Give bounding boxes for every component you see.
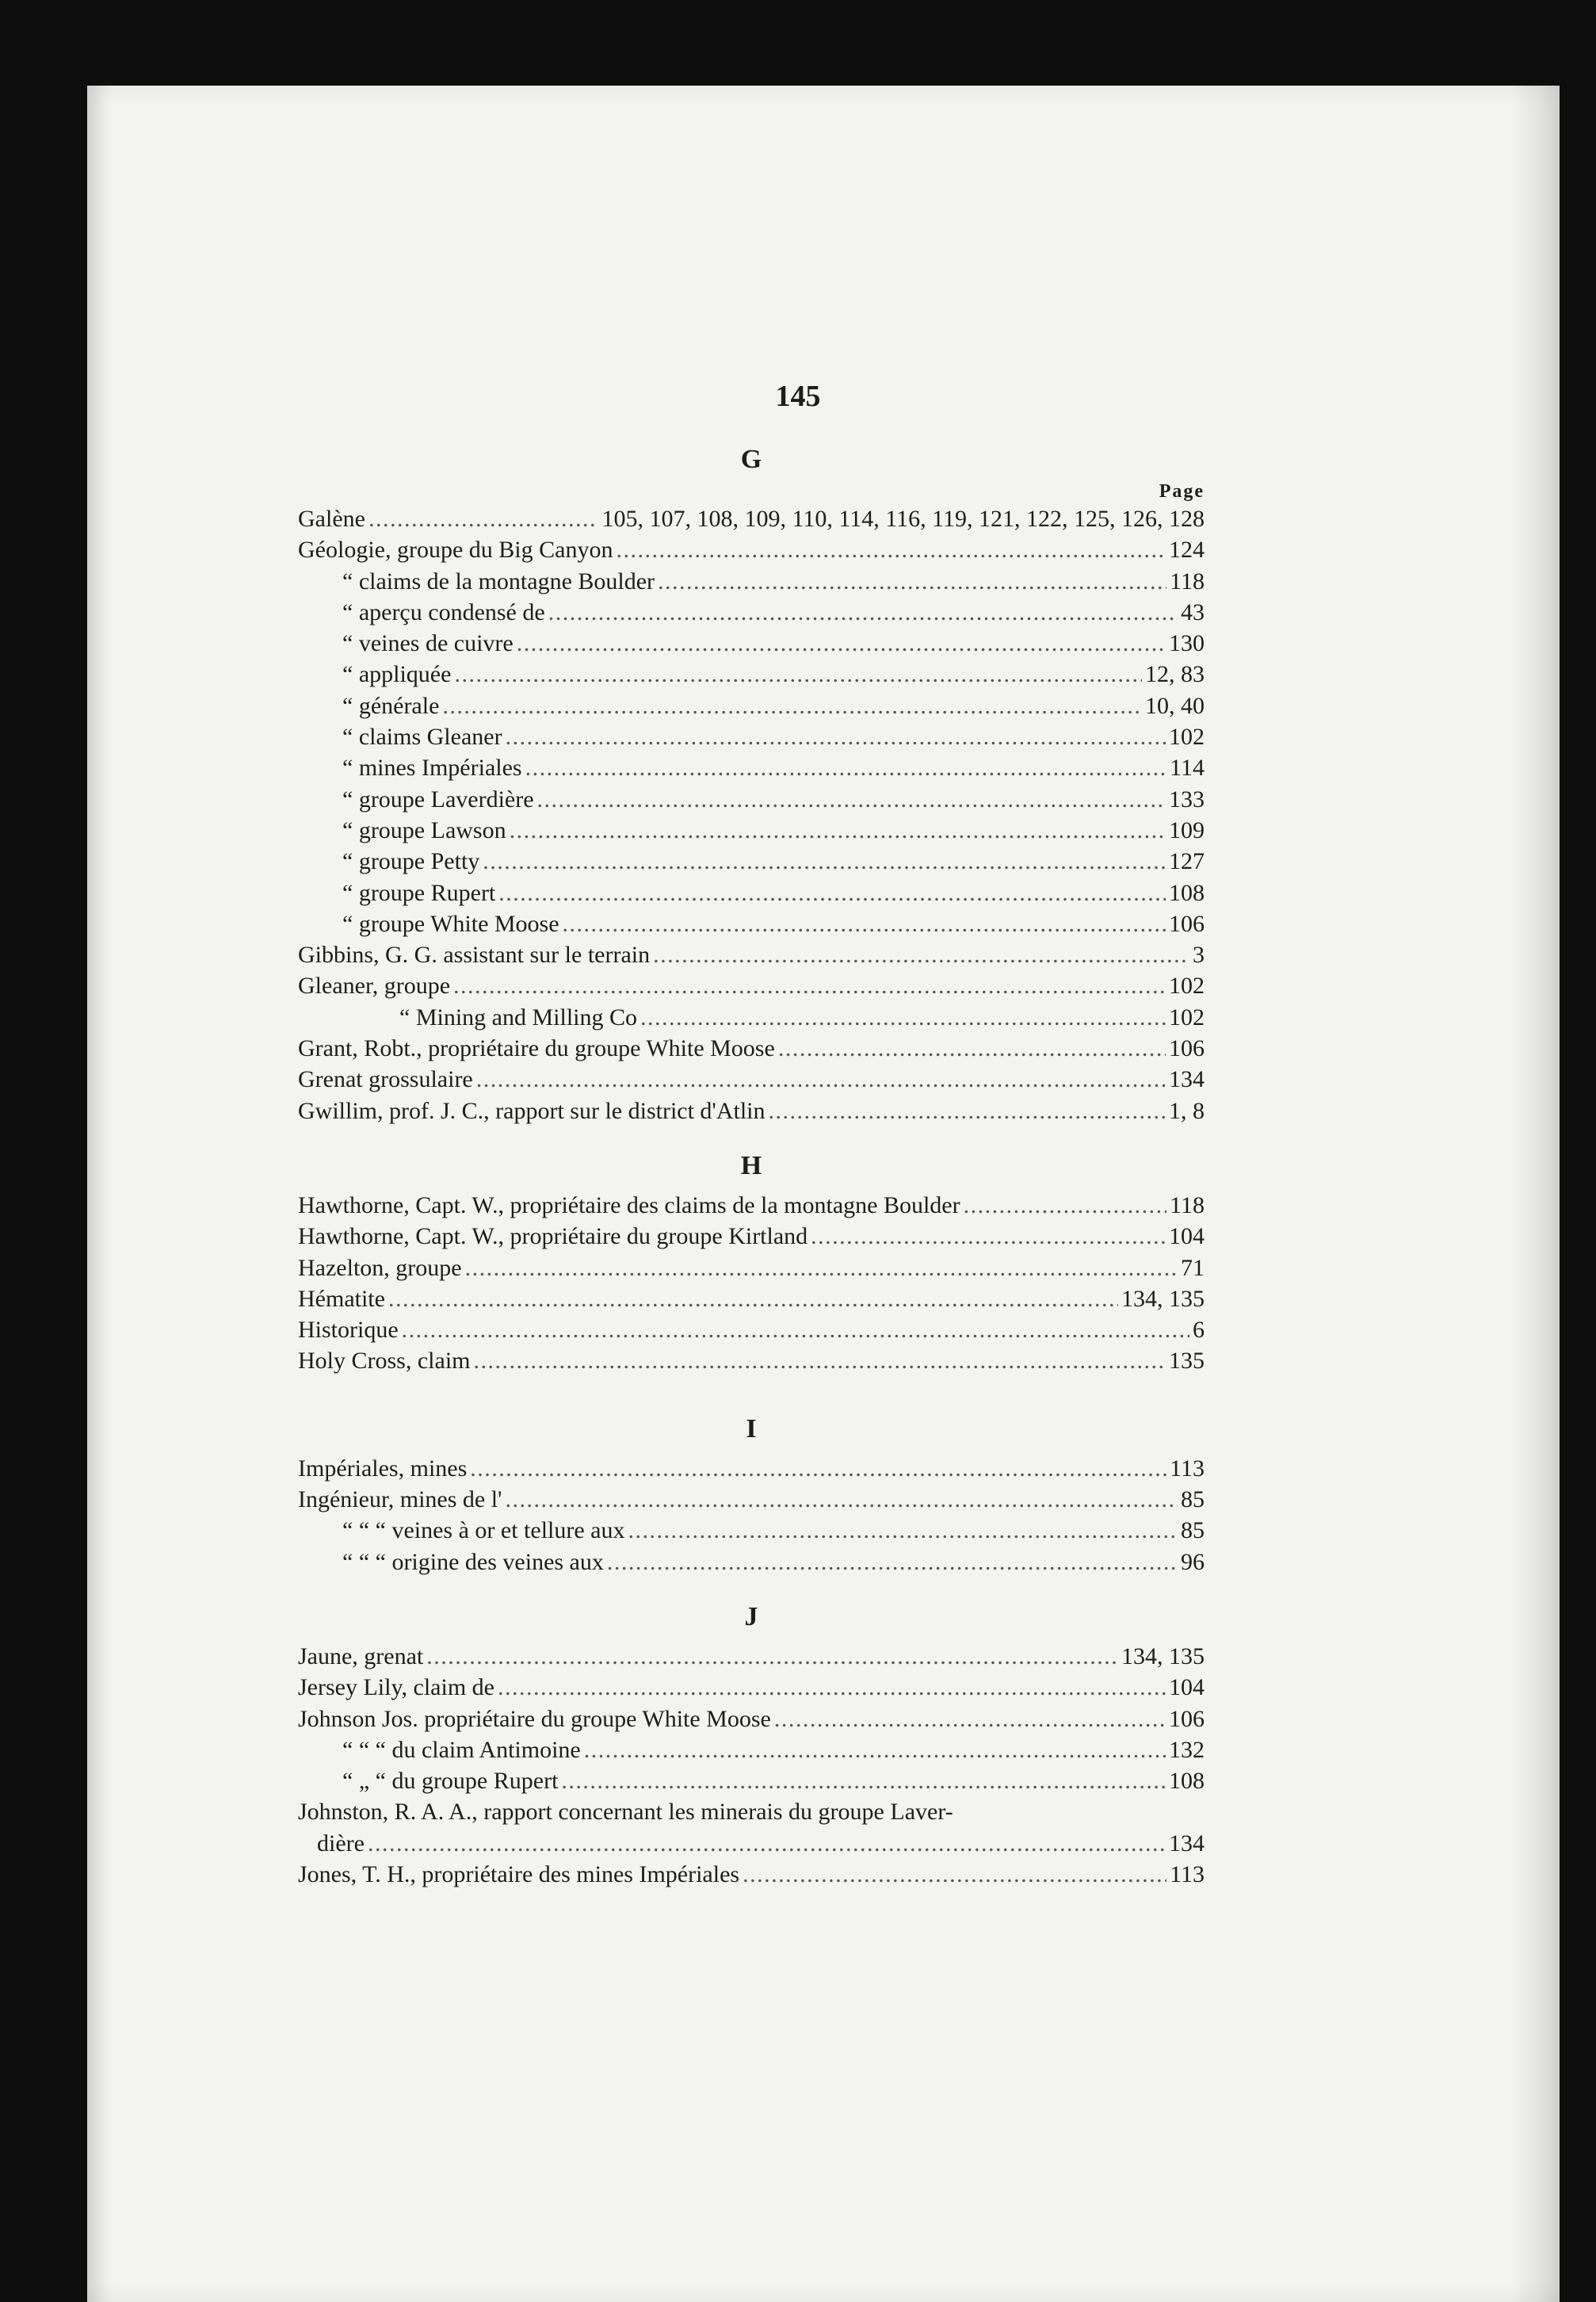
index-entry	[298, 503, 1205, 534]
entry-label: “ aperçu condensé de	[342, 598, 545, 625]
entry-pages: 106	[1169, 1705, 1205, 1732]
entry-pages: 105, 107, 108, 109, 110, 114, 116, 119, 121, 122, 125, 126, 128	[601, 506, 1205, 532]
dot-leader	[368, 503, 599, 534]
entry-label: Johnson Jos. propriétaire du groupe White Moose	[298, 1705, 771, 1732]
index-entry	[298, 1672, 1205, 1703]
dot-leader	[769, 1096, 1166, 1126]
entry-pages: 104	[1169, 1674, 1205, 1701]
entry-pages: 106	[1169, 1035, 1205, 1062]
entry-label: Johnston, R. A. A., rapport concernant les minerais du groupe Laver-	[298, 1799, 953, 1826]
entry-label: Jersey Lily, claim de	[298, 1674, 494, 1701]
dot-leader	[483, 846, 1166, 877]
index-entry	[298, 1252, 1205, 1283]
entry-pages: 127	[1169, 848, 1205, 875]
dot-leader	[607, 1547, 1178, 1577]
entry-pages: 85	[1181, 1517, 1205, 1544]
dot-leader	[743, 1859, 1166, 1890]
dot-leader	[442, 690, 1142, 721]
page-number: 145	[775, 380, 821, 413]
entry-label: “ claims de la montagne Boulder	[342, 568, 655, 595]
index-entry	[298, 908, 1205, 939]
entry-label: Holy Cross, claim	[298, 1348, 471, 1375]
index-entry	[298, 721, 1205, 752]
dot-leader	[454, 659, 1142, 690]
dot-leader	[811, 1221, 1166, 1252]
entry-pages: 71	[1181, 1254, 1205, 1281]
dot-leader	[616, 534, 1166, 565]
index-entry	[298, 597, 1205, 628]
entry-label: “ “ “ veines à or et tellure aux	[342, 1517, 625, 1544]
section-letter-h: H	[740, 1150, 762, 1180]
index-entry	[298, 752, 1205, 783]
entry-label: “ groupe Lawson	[342, 816, 506, 843]
dot-leader	[517, 628, 1166, 659]
entry-label: “ générale	[342, 692, 440, 719]
entry-label: Galène	[298, 506, 365, 532]
index-entry	[298, 1796, 1205, 1827]
index-entry	[298, 1314, 1205, 1345]
index-entry	[298, 1190, 1205, 1221]
dot-leader	[465, 1252, 1178, 1283]
dot-leader	[658, 566, 1166, 597]
index-entry	[298, 1221, 1205, 1252]
entry-pages: 134, 135	[1121, 1285, 1205, 1312]
dot-leader	[498, 1672, 1166, 1703]
entry-label: Hawthorne, Capt. W., propriétaire du groupe Kirtland	[298, 1223, 808, 1250]
index-entry	[298, 939, 1205, 970]
section-j-entries	[298, 1641, 1205, 1890]
entry-pages: 102	[1169, 724, 1205, 751]
section-letter-i: I	[746, 1413, 757, 1444]
dot-leader	[548, 597, 1178, 628]
entry-label: Historique	[298, 1317, 399, 1344]
dot-leader	[426, 1641, 1118, 1672]
entry-label: “ groupe Petty	[342, 848, 480, 875]
entry-pages: 43	[1181, 598, 1205, 625]
dot-leader	[964, 1190, 1167, 1221]
dot-leader	[505, 1484, 1178, 1515]
index-entry	[298, 1096, 1205, 1126]
entry-pages: 114	[1170, 755, 1205, 782]
dot-leader	[368, 1828, 1166, 1859]
entry-pages: 132	[1169, 1736, 1205, 1763]
entry-label: Hématite	[298, 1285, 385, 1312]
dot-leader	[476, 1064, 1166, 1095]
entry-pages: 118	[1170, 568, 1205, 595]
section-i-entries	[298, 1453, 1205, 1577]
dot-leader	[470, 1453, 1166, 1484]
entry-label: “ veines de cuivre	[342, 630, 514, 657]
dot-leader	[506, 721, 1166, 752]
dot-leader	[525, 752, 1167, 783]
index-entry	[298, 1734, 1205, 1765]
dot-leader	[388, 1283, 1118, 1314]
entry-pages: 108	[1169, 879, 1205, 906]
entry-pages: 85	[1181, 1486, 1205, 1513]
entry-label: “ Mining and Milling Co	[399, 1004, 637, 1031]
entry-label: Géologie, groupe du Big Canyon	[298, 537, 613, 564]
entry-label: Grenat grossulaire	[298, 1066, 473, 1093]
index-entry	[298, 1828, 1205, 1859]
section-letter-j: J	[744, 1601, 758, 1631]
index-entry	[298, 566, 1205, 597]
index-entry	[298, 970, 1205, 1001]
entry-label: Ingénieur, mines de l'	[298, 1486, 502, 1513]
entry-label: Hazelton, groupe	[298, 1254, 462, 1281]
index-entry	[298, 1283, 1205, 1314]
dot-leader	[561, 1765, 1166, 1796]
entry-label: Gleaner, groupe	[298, 973, 451, 1000]
dot-leader	[537, 784, 1166, 815]
entry-pages: 124	[1169, 537, 1205, 564]
index-entry	[298, 1345, 1205, 1376]
dot-leader	[474, 1345, 1166, 1376]
entry-pages: 104	[1169, 1223, 1205, 1250]
entry-pages: 134	[1169, 1066, 1205, 1093]
index-entry	[298, 1064, 1205, 1095]
index-entry	[298, 659, 1205, 690]
dot-leader	[584, 1734, 1166, 1765]
page-left-shadow	[87, 86, 111, 2302]
entry-label: Jones, T. H., propriétaire des mines Impériales	[298, 1860, 740, 1887]
entry-pages: 130	[1169, 630, 1205, 657]
index-entry	[298, 1484, 1205, 1515]
entry-label: Impériales, mines	[298, 1455, 468, 1482]
dot-leader	[653, 939, 1189, 970]
index-entry	[298, 1002, 1205, 1033]
index-entry	[298, 784, 1205, 815]
entry-label: Jaune, grenat	[298, 1642, 424, 1669]
index-entry	[298, 1704, 1205, 1734]
entry-pages: 134, 135	[1121, 1642, 1205, 1669]
entry-label: “ claims Gleaner	[342, 724, 502, 751]
entry-label: Hawthorne, Capt. W., propriétaire des claims de la montagne Boulder	[298, 1191, 960, 1218]
entry-pages: 10, 40	[1145, 692, 1205, 719]
entry-label: “ groupe Rupert	[342, 879, 496, 906]
entry-label: “ groupe White Moose	[342, 910, 559, 937]
index-entry	[298, 628, 1205, 659]
entry-pages: 113	[1170, 1455, 1205, 1482]
index-entry	[298, 878, 1205, 908]
section-letter-g: G	[740, 445, 762, 474]
entry-label: “ appliquée	[342, 661, 452, 688]
entry-pages: 108	[1169, 1768, 1205, 1795]
index-entry	[298, 690, 1205, 721]
entry-pages: 113	[1170, 1860, 1205, 1887]
index-entry	[298, 1033, 1205, 1064]
dot-leader	[498, 878, 1166, 908]
entry-pages: 12, 83	[1145, 661, 1205, 688]
entry-label: Gibbins, G. G. assistant sur le terrain	[298, 942, 651, 969]
entry-pages: 118	[1170, 1191, 1205, 1218]
section-g-entries	[298, 503, 1205, 1126]
entry-pages: 3	[1193, 942, 1205, 969]
entry-label: “ groupe Laverdière	[342, 786, 534, 813]
index-entry	[298, 1641, 1205, 1672]
index-entry	[298, 1547, 1205, 1577]
entry-label: dière	[317, 1830, 365, 1857]
entry-pages: 109	[1169, 816, 1205, 843]
entry-pages: 102	[1169, 1004, 1205, 1031]
dot-leader	[510, 815, 1166, 846]
entry-pages: 102	[1169, 973, 1205, 1000]
index-entry	[298, 1453, 1205, 1484]
entry-pages: 135	[1169, 1348, 1205, 1375]
index-entry	[298, 1515, 1205, 1546]
dot-leader	[453, 970, 1166, 1001]
alphabetical-index	[298, 440, 1205, 1890]
dot-leader	[778, 1033, 1166, 1064]
dot-leader	[640, 1002, 1166, 1033]
entry-pages: 133	[1169, 786, 1205, 813]
entry-pages: 134	[1169, 1830, 1205, 1857]
entry-label: Gwillim, prof. J. C., rapport sur le district d'Atlin	[298, 1097, 766, 1124]
index-entry	[298, 1765, 1205, 1796]
index-entry	[298, 534, 1205, 565]
entry-label: “ “ “ origine des veines aux	[342, 1548, 604, 1575]
entry-pages: 96	[1181, 1548, 1205, 1575]
entry-label: “ “ “ du claim Antimoine	[342, 1736, 581, 1763]
entry-pages: 106	[1169, 910, 1205, 937]
index-entry	[298, 815, 1205, 846]
entry-label: “ „ “ du groupe Rupert	[342, 1768, 559, 1795]
entry-label: Grant, Robt., propriétaire du groupe White Moose	[298, 1035, 775, 1062]
entry-label: “ mines Impériales	[342, 755, 522, 782]
dot-leader	[628, 1515, 1178, 1546]
page-right-shadow	[1512, 86, 1560, 2302]
entry-pages: 1, 8	[1169, 1097, 1205, 1124]
dot-leader	[774, 1704, 1166, 1734]
dot-leader	[402, 1314, 1189, 1345]
dot-leader	[563, 908, 1166, 939]
page-column-header: Page	[1159, 481, 1205, 502]
entry-pages: 6	[1193, 1317, 1205, 1344]
section-h-entries	[298, 1190, 1205, 1377]
index-entry	[298, 846, 1205, 877]
index-entry	[298, 1859, 1205, 1890]
